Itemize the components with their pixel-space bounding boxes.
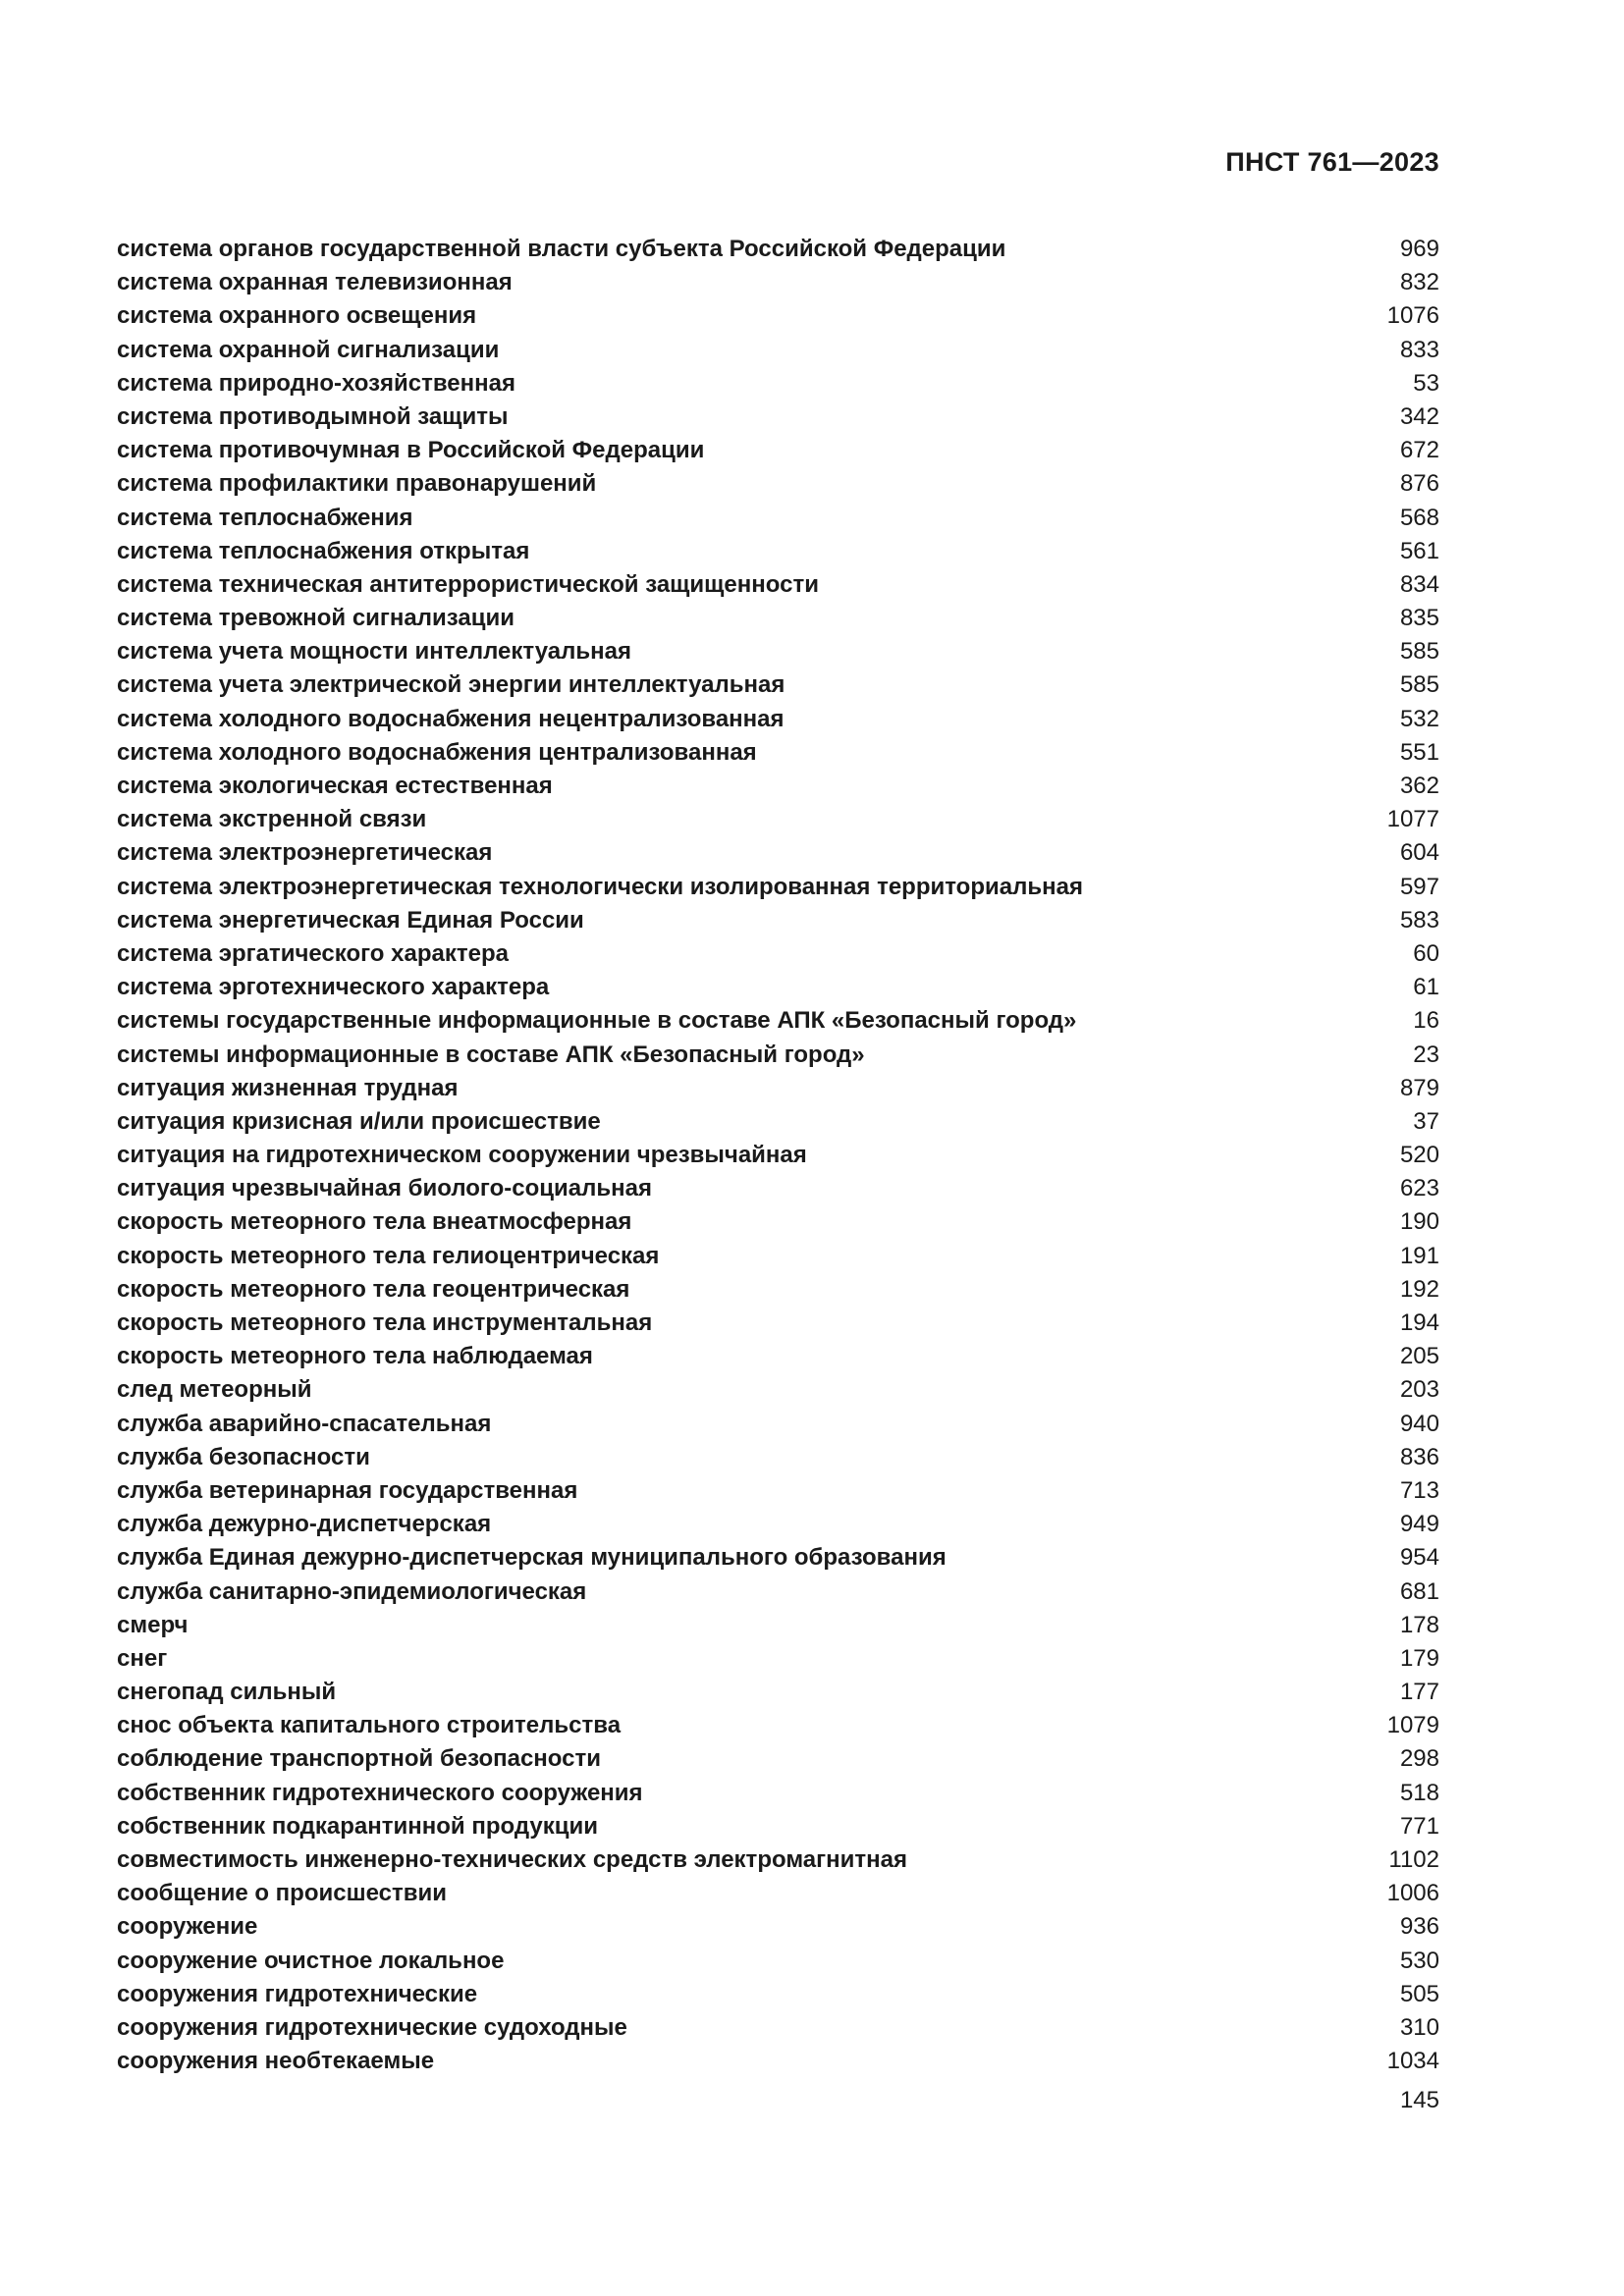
- index-term: система противочумная в Российской Федерации: [117, 437, 705, 464]
- index-term-number: 604: [1399, 839, 1439, 867]
- index-entry: [117, 904, 1439, 937]
- index-term-number: 585: [1399, 671, 1439, 699]
- index-term-number: 310: [1399, 2013, 1439, 2041]
- index-term-number: 362: [1399, 773, 1439, 799]
- index-term-number: 949: [1399, 1511, 1439, 1538]
- index-term-number: 61: [1413, 974, 1439, 1001]
- index-entry: [117, 535, 1439, 568]
- index-term: след метеорный: [117, 1376, 312, 1404]
- index-term-number: 60: [1413, 939, 1439, 967]
- index-term-number: 178: [1399, 1611, 1439, 1638]
- index-entry: [117, 1105, 1439, 1139]
- index-entry: [117, 568, 1439, 602]
- index-entry: [117, 1742, 1439, 1776]
- index-term-number: 1034: [1386, 2048, 1439, 2075]
- index-entry: [117, 1474, 1439, 1508]
- index-entry: [117, 635, 1439, 668]
- index-entry: [117, 1945, 1439, 1978]
- index-term: служба дежурно-диспетчерская: [117, 1511, 492, 1538]
- index-term-number: 771: [1399, 1812, 1439, 1840]
- index-entry: [117, 1039, 1439, 1072]
- index-term-number: 518: [1399, 1779, 1439, 1806]
- index-term: скорость метеорного тела инструментальная: [117, 1309, 653, 1336]
- index-term: собственник гидротехнического сооружения: [117, 1779, 643, 1806]
- page-number: 145: [1399, 2087, 1439, 2113]
- index-term: система противодымной защиты: [117, 402, 509, 430]
- index-term: система теплоснабжения открытая: [117, 537, 530, 564]
- index-entry: [117, 1978, 1439, 2011]
- index-term: система тревожной сигнализации: [117, 605, 514, 632]
- index-entry: [117, 1139, 1439, 1172]
- index-term-number: 833: [1399, 336, 1439, 363]
- index-term: система энергетическая Единая России: [117, 906, 584, 934]
- index-entry: [117, 836, 1439, 870]
- index-entry: [117, 233, 1439, 266]
- index-term: служба Единая дежурно-диспетчерская муниципального образования: [117, 1544, 947, 1572]
- index-term: система учета мощности интеллектуальная: [117, 638, 631, 666]
- index-term-number: 205: [1399, 1343, 1439, 1370]
- index-term-number: 876: [1399, 470, 1439, 498]
- index-term: система холодного водоснабжения централизованная: [117, 738, 757, 766]
- index-term-number: 551: [1399, 738, 1439, 766]
- index-term-number: 836: [1399, 1443, 1439, 1470]
- index-term: система охранная телевизионная: [117, 269, 513, 296]
- index-entry: [117, 668, 1439, 702]
- index-term: скорость метеорного тела наблюдаемая: [117, 1343, 593, 1370]
- index-term-number: 623: [1399, 1175, 1439, 1202]
- index-entry: [117, 602, 1439, 635]
- index-term-number: 940: [1399, 1410, 1439, 1437]
- index-term-number: 1076: [1386, 302, 1439, 330]
- index-term: ситуация кризисная и/или происшествие: [117, 1107, 601, 1135]
- index-term-number: 177: [1399, 1679, 1439, 1706]
- index-term: служба аварийно-спасательная: [117, 1410, 492, 1437]
- index-term-number: 597: [1399, 873, 1439, 900]
- index-term-number: 936: [1399, 1913, 1439, 1941]
- index-term: служба ветеринарная государственная: [117, 1476, 578, 1504]
- index-term: система электроэнергетическая: [117, 839, 493, 867]
- index-term-number: 298: [1399, 1745, 1439, 1773]
- index-term: система органов государственной власти субъекта Российской Федерации: [117, 236, 1006, 262]
- index-term: ситуация чрезвычайная биолого-социальная: [117, 1175, 652, 1202]
- index-entry: [117, 1508, 1439, 1541]
- index-entry: [117, 2011, 1439, 2045]
- index-entry: [117, 703, 1439, 736]
- index-term: системы государственные информационные в составе АПК «Безопасный город»: [117, 1007, 1077, 1035]
- index-term: система охранного освещения: [117, 302, 477, 330]
- index-entry: [117, 1340, 1439, 1373]
- index-term: система эрготехнического характера: [117, 974, 550, 1001]
- index-term: система техническая антитеррористической защищенности: [117, 570, 819, 598]
- index-entry: [117, 1205, 1439, 1239]
- index-term: система экологическая естественная: [117, 773, 553, 799]
- index-term: ситуация на гидротехническом сооружении чрезвычайная: [117, 1142, 807, 1169]
- index-entry: [117, 937, 1439, 971]
- index-term: скорость метеорного тела внеатмосферная: [117, 1208, 632, 1236]
- index-entry: [117, 971, 1439, 1004]
- index-entry: [117, 334, 1439, 367]
- index-entry: [117, 1843, 1439, 1877]
- index-term-number: 834: [1399, 570, 1439, 598]
- index-entry: [117, 736, 1439, 770]
- index-entry: [117, 1441, 1439, 1474]
- index-entry: [117, 1910, 1439, 1944]
- index-term-number: 23: [1413, 1041, 1439, 1068]
- index-term: скорость метеорного тела геоцентрическая: [117, 1275, 630, 1303]
- index-entry: [117, 1575, 1439, 1609]
- index-term-number: 191: [1399, 1242, 1439, 1269]
- index-term-number: 532: [1399, 705, 1439, 732]
- index-entry: [117, 266, 1439, 299]
- index-term: ситуация жизненная трудная: [117, 1074, 459, 1101]
- index-entry: [117, 1676, 1439, 1709]
- index-term-number: 835: [1399, 605, 1439, 632]
- index-term-number: 520: [1399, 1142, 1439, 1169]
- index-term-number: 879: [1399, 1074, 1439, 1101]
- index-entry: [117, 871, 1439, 904]
- index-term: соблюдение транспортной безопасности: [117, 1745, 601, 1773]
- index-term-number: 969: [1399, 236, 1439, 262]
- index-term-number: 179: [1399, 1644, 1439, 1672]
- index-term-number: 672: [1399, 437, 1439, 464]
- index-entry: [117, 1240, 1439, 1273]
- index-term-number: 583: [1399, 906, 1439, 934]
- index-entry: [117, 803, 1439, 836]
- index-entry: [117, 770, 1439, 803]
- index-term: сооружения необтекаемые: [117, 2048, 435, 2075]
- index-term-number: 585: [1399, 638, 1439, 666]
- index-term: система электроэнергетическая технологически изолированная территориальная: [117, 873, 1083, 900]
- index-entry: [117, 1709, 1439, 1742]
- index-term-number: 713: [1399, 1476, 1439, 1504]
- index-term: система эргатического характера: [117, 939, 509, 967]
- index-entry: [117, 1273, 1439, 1307]
- index-term-number: 190: [1399, 1208, 1439, 1236]
- index-entry: [117, 434, 1439, 467]
- index-term: сооружения гидротехнические судоходные: [117, 2013, 627, 2041]
- index-term: совместимость инженерно-технических средств электромагнитная: [117, 1846, 907, 1873]
- index-term-number: 561: [1399, 537, 1439, 564]
- index-term: служба безопасности: [117, 1443, 370, 1470]
- index-term-number: 203: [1399, 1376, 1439, 1404]
- index-term: собственник подкарантинной продукции: [117, 1812, 598, 1840]
- index-entry: [117, 1609, 1439, 1642]
- index-entry: [117, 1642, 1439, 1676]
- index-term-number: 568: [1399, 504, 1439, 531]
- index-entry: [117, 1408, 1439, 1441]
- index-term: скорость метеорного тела гелиоцентрическая: [117, 1242, 660, 1269]
- index-term-number: 1102: [1388, 1846, 1439, 1873]
- index-term: снос объекта капитального строительства: [117, 1712, 622, 1739]
- index-entry: [117, 1004, 1439, 1038]
- index-term-number: 954: [1399, 1544, 1439, 1572]
- index-term: сообщение о происшествии: [117, 1880, 447, 1907]
- index-term-number: 37: [1413, 1107, 1439, 1135]
- index-term: система экстренной связи: [117, 806, 427, 833]
- index-term: сооружение: [117, 1913, 258, 1941]
- index-term: служба санитарно-эпидемиологическая: [117, 1577, 587, 1605]
- document-code: ПНСТ 761—2023: [1225, 147, 1439, 177]
- index-entry: [117, 1172, 1439, 1205]
- index-term: система холодного водоснабжения нецентрализованная: [117, 705, 785, 732]
- index-entry: [117, 467, 1439, 501]
- index-entry: [117, 1877, 1439, 1910]
- index-term-number: 194: [1399, 1309, 1439, 1336]
- index-entry: [117, 1810, 1439, 1843]
- index-term: сооружения гидротехнические: [117, 1980, 478, 2007]
- index-term: система учета электрической энергии интеллектуальная: [117, 671, 785, 699]
- index-term-number: 1077: [1386, 806, 1439, 833]
- index-term-number: 192: [1399, 1275, 1439, 1303]
- index-entry: [117, 1777, 1439, 1810]
- index-term-number: 505: [1399, 1980, 1439, 2007]
- index-entry: [117, 502, 1439, 535]
- index-entry: [117, 367, 1439, 400]
- index-term: смерч: [117, 1611, 189, 1638]
- index-term-number: 16: [1413, 1007, 1439, 1035]
- index-term: система теплоснабжения: [117, 504, 413, 531]
- index-term: сооружение очистное локальное: [117, 1947, 505, 1974]
- index-term: снегопад сильный: [117, 1679, 337, 1706]
- index-entry: [117, 2045, 1439, 2078]
- index-entry: [117, 1072, 1439, 1105]
- index-term-number: 1079: [1386, 1712, 1439, 1739]
- index-term: системы информационные в составе АПК «Безопасный город»: [117, 1041, 865, 1068]
- index-term-number: 342: [1399, 402, 1439, 430]
- index-term: система природно-хозяйственная: [117, 369, 515, 397]
- index-entry: [117, 400, 1439, 434]
- index-term-number: 530: [1399, 1947, 1439, 1974]
- index-entry: [117, 1541, 1439, 1575]
- index-term-number: 681: [1399, 1577, 1439, 1605]
- index-entry: [117, 1373, 1439, 1407]
- index-term-number: 832: [1399, 269, 1439, 296]
- index-entry: [117, 1307, 1439, 1340]
- index-term-number: 53: [1413, 369, 1439, 397]
- index-term: система охранной сигнализации: [117, 336, 500, 363]
- index-entry: [117, 299, 1439, 333]
- index-term: снег: [117, 1644, 168, 1672]
- index-term: система профилактики правонарушений: [117, 470, 597, 498]
- alphabetical-index: [117, 233, 1439, 2078]
- index-term-number: 1006: [1386, 1880, 1439, 1907]
